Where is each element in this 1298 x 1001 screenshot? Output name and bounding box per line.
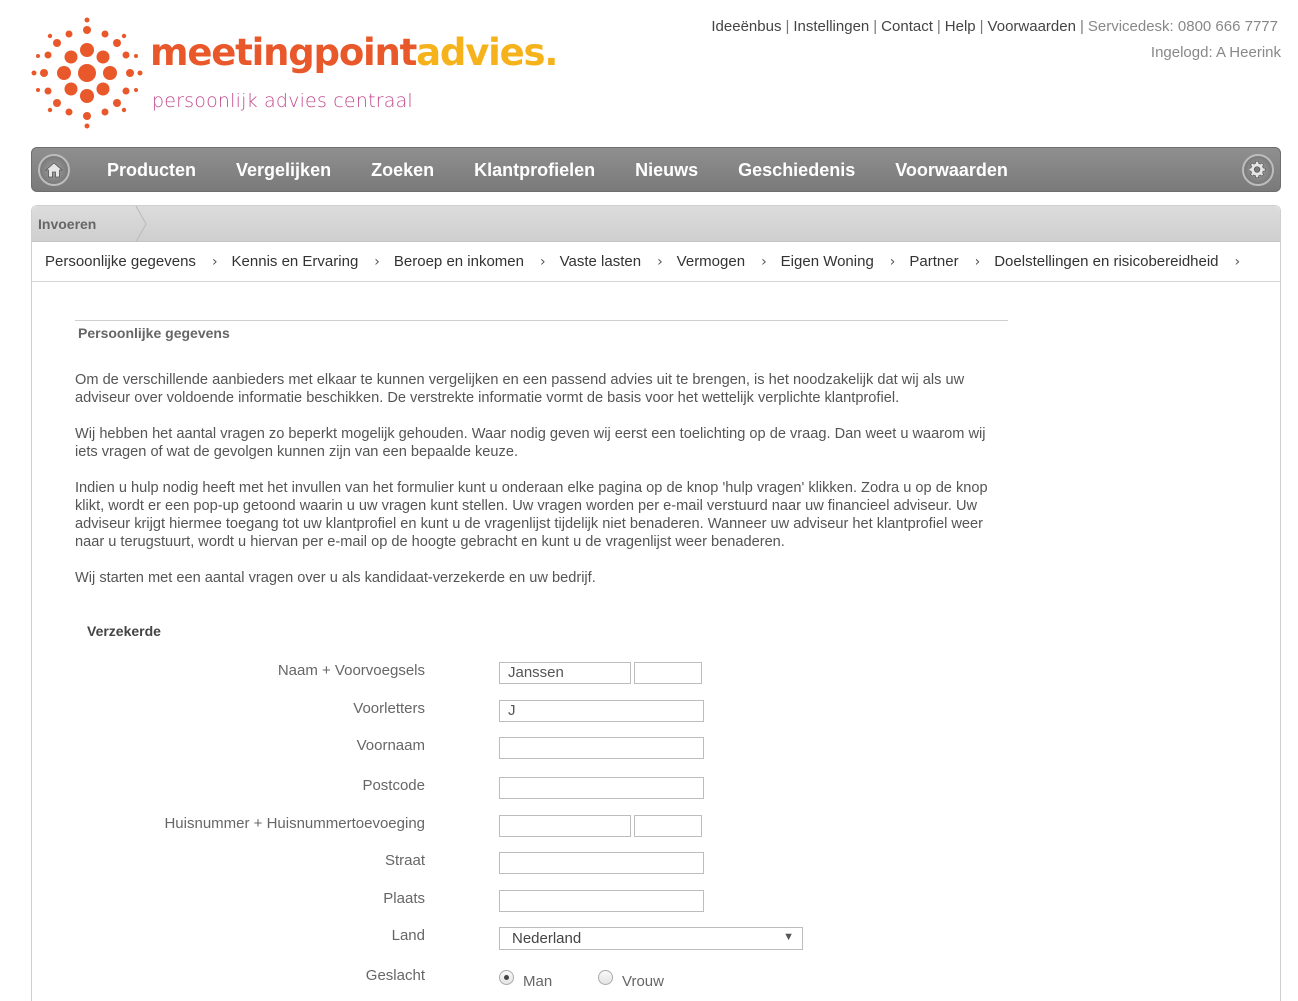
chevron-right-icon: › xyxy=(889,253,896,270)
label-voornaam: Voornaam xyxy=(356,737,425,754)
settings-button[interactable] xyxy=(1242,154,1274,186)
row-postcode xyxy=(32,777,932,803)
naam-input[interactable]: Janssen xyxy=(499,662,631,684)
row-plaats xyxy=(32,890,932,916)
row-voornaam xyxy=(32,737,932,763)
main-navbar xyxy=(31,147,1281,192)
separator: | xyxy=(1079,18,1084,35)
nav-item-klantprofielen[interactable]: Klantprofielen xyxy=(474,160,596,180)
separator: | xyxy=(936,18,941,35)
land-select[interactable] xyxy=(499,927,803,950)
nav-item-voorwaarden[interactable]: Voorwaarden xyxy=(895,160,1008,180)
gender-man-radio[interactable] xyxy=(499,970,514,985)
panel-header xyxy=(32,206,1280,242)
home-icon xyxy=(45,161,63,179)
label-plaats: Plaats xyxy=(383,890,425,907)
intro-text xyxy=(75,371,1010,605)
brand-tagline: persoonlijk advies centraal xyxy=(152,90,413,112)
step-navigation xyxy=(32,242,1280,282)
section-title: Persoonlijke gegevens xyxy=(75,320,1008,341)
brand-name: meetingpointadvies. xyxy=(150,31,558,74)
link-ideeenbus[interactable]: Ideeënbus xyxy=(711,18,782,35)
dropdown-arrow-icon: ▼ xyxy=(783,931,794,943)
link-help[interactable]: Help xyxy=(944,18,976,35)
step-persoonlijke-gegevens[interactable]: Persoonlijke gegevens xyxy=(45,253,196,270)
label-postcode: Postcode xyxy=(362,777,425,794)
step-partner[interactable]: Partner xyxy=(909,253,959,270)
logo-dots-icon xyxy=(30,16,145,131)
nav-item-vergelijken[interactable]: Vergelijken xyxy=(236,160,332,180)
separator: | xyxy=(873,18,878,35)
row-huisnummer xyxy=(32,815,932,841)
link-instellingen[interactable]: Instellingen xyxy=(793,18,870,35)
nav-items xyxy=(107,148,1048,193)
brand-logo[interactable] xyxy=(30,16,560,131)
chevron-right-icon: › xyxy=(974,253,981,270)
straat-input[interactable] xyxy=(499,852,704,874)
label-geslacht: Geslacht xyxy=(365,967,425,984)
content-panel xyxy=(31,205,1281,1001)
chevron-right-icon: › xyxy=(657,253,663,270)
step-eigen-woning[interactable]: Eigen Woning xyxy=(780,253,874,270)
servicedesk-info: Servicedesk: 0800 666 7777 xyxy=(1087,18,1278,35)
separator: | xyxy=(979,18,984,35)
intro-paragraph: Wij starten met een aantal vragen over u als kandidaat-verzekerde en uw bedrijf. xyxy=(75,570,596,586)
nav-item-nieuws[interactable]: Nieuws xyxy=(635,160,699,180)
step-vermogen[interactable]: Vermogen xyxy=(676,253,746,270)
chevron-right-icon: › xyxy=(1234,253,1241,270)
postcode-input[interactable] xyxy=(499,777,704,799)
step-vaste-lasten[interactable]: Vaste lasten xyxy=(559,253,642,270)
step-doelstellingen[interactable]: Doelstellingen en risicobereidheid xyxy=(994,253,1219,270)
link-voorwaarden[interactable]: Voorwaarden xyxy=(987,18,1076,35)
form-title: Verzekerde xyxy=(87,623,161,639)
row-geslacht xyxy=(32,967,932,993)
nav-item-zoeken[interactable]: Zoeken xyxy=(371,160,435,180)
voorvoegsels-input[interactable] xyxy=(634,662,702,684)
label-voorletters: Voorletters xyxy=(353,700,425,717)
step-kennis-en-ervaring[interactable]: Kennis en Ervaring xyxy=(231,253,359,270)
toevoeging-input[interactable] xyxy=(634,815,702,837)
gender-man-label[interactable]: Man xyxy=(523,973,553,990)
voorletters-input[interactable]: J xyxy=(499,700,704,722)
row-voorletters xyxy=(32,700,932,726)
label-land: Land xyxy=(391,927,425,944)
nav-item-geschiedenis[interactable]: Geschiedenis xyxy=(738,160,856,180)
row-straat xyxy=(32,852,932,878)
plaats-input[interactable] xyxy=(499,890,704,912)
nav-item-producten[interactable]: Producten xyxy=(107,160,197,180)
voornaam-input[interactable] xyxy=(499,737,704,759)
gender-vrouw-label[interactable]: Vrouw xyxy=(622,973,664,990)
label-huisnummer: Huisnummer + Huisnummertoevoeging xyxy=(164,815,425,832)
chevron-right-icon: › xyxy=(374,253,380,270)
link-contact[interactable]: Contact xyxy=(881,18,933,35)
row-land xyxy=(32,927,932,953)
label-naam: Naam + Voorvoegsels xyxy=(277,662,425,679)
intro-paragraph: Om de verschillende aanbieders met elkaar te kunnen vergelijken en een passend advies uit te brengen, is het noodzakelijk dat wij als uw adviseur over voldoende informatie beschikken. De verstrekte informatie vormt de basis voor het wettelijk verplichte klantprofiel. xyxy=(75,372,965,406)
chevron-right-icon: › xyxy=(761,253,767,270)
gender-vrouw-radio[interactable] xyxy=(598,970,613,985)
intro-paragraph: Indien u hulp nodig heeft met het invullen van het formulier kunt u onderaan elke pagina op de knop 'hulp vragen' klikken. Zodra u op de knop klikt, wordt er een pop-up getoond waarin u uw vragen kunt stellen. Uw vragen worden per e-mail verstuurd naar uw financieel adviseur. Uw adviseur krijgt hiermee toegang tot uw klantprofiel en kunt u de vragenlijst tijdelijk niet benaderen. Wanneer uw adviseur het klantprofiel weer naar u terugstuurt, wordt u hiervan per e-mail op de hoogte gebracht en kunt u de vragenlijst weer benaderen. xyxy=(75,480,988,550)
chevron-right-icon: › xyxy=(540,253,546,270)
row-naam xyxy=(32,662,932,688)
top-links xyxy=(711,18,1278,35)
gear-icon xyxy=(1249,161,1267,179)
huisnummer-input[interactable] xyxy=(499,815,631,837)
chevron-right-icon: › xyxy=(211,253,218,270)
home-button[interactable] xyxy=(38,154,70,186)
step-beroep-en-inkomen[interactable]: Beroep en inkomen xyxy=(393,253,524,270)
logged-in-user: Ingelogd: A Heerink xyxy=(1150,44,1281,61)
label-straat: Straat xyxy=(384,852,425,869)
breadcrumb[interactable]: Invoeren xyxy=(38,216,97,232)
intro-paragraph: Wij hebben het aantal vragen zo beperkt mogelijk gehouden. Waar nodig geven wij eerst een toelichting op de vraag. Dan weet u waarom wij iets vragen of wat de gevolgen kunnen zijn van een bepaalde keuze. xyxy=(75,426,986,460)
breadcrumb-separator-icon xyxy=(134,206,150,242)
separator: | xyxy=(785,18,790,35)
land-selected-value: Nederland xyxy=(512,930,582,947)
